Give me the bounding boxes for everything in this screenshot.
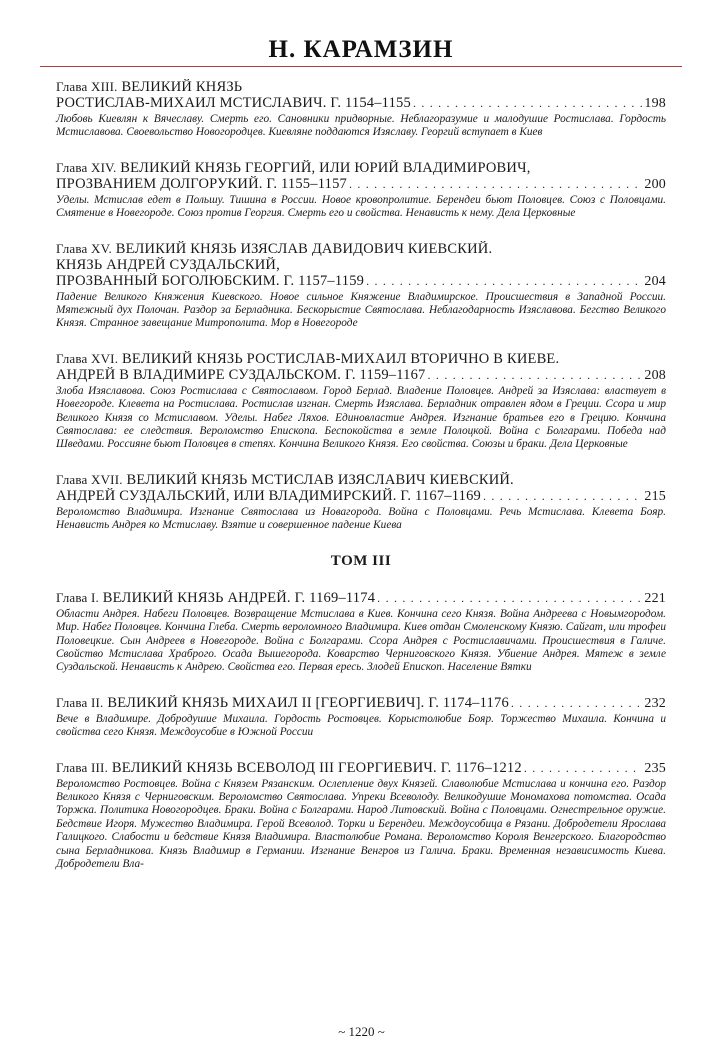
chapter-title-text: ВЕЛИКИЙ КНЯЗЬ ГЕОРГИЙ, ИЛИ ЮРИЙ ВЛАДИМИРОВИЧ, bbox=[120, 159, 531, 176]
chapter-summary: Вече в Владимире. Добродушие Михаила. Гордость Ростовцев. Корыстолюбие Бояр. Торжество Михаила. Кончина и свойства сего Князя. Междоусобие в Южной России bbox=[56, 712, 666, 739]
chapter-title-line bbox=[56, 176, 666, 193]
chapter-number: Глава XVII. bbox=[56, 471, 123, 487]
dot-leader bbox=[349, 176, 642, 192]
toc-entry[interactable] bbox=[56, 160, 666, 221]
dot-leader bbox=[524, 760, 643, 776]
page-ref: 232 bbox=[644, 695, 666, 711]
chapter-number: Глава XVI. bbox=[56, 350, 119, 366]
chapter-title-line bbox=[56, 273, 666, 290]
chapter-title-text: ПРОЗВАНИЕМ ДОЛГОРУКИЙ. Г. 1155–1157 bbox=[56, 175, 347, 192]
chapter-title-text: ВЕЛИКИЙ КНЯЗЬ ВСЕВОЛОД III ГЕОРГИЕВИЧ. Г. 1176–1212 bbox=[111, 759, 522, 776]
contents-list-vol2 bbox=[56, 79, 666, 533]
toc-entry[interactable] bbox=[56, 760, 666, 872]
chapter-title-line bbox=[56, 590, 666, 607]
chapter-title-text: РОСТИСЛАВ-МИХАИЛ МСТИСЛАВИЧ. Г. 1154–1155 bbox=[56, 95, 411, 111]
chapter-title bbox=[56, 241, 666, 290]
chapter-number: Глава II. bbox=[56, 694, 104, 710]
chapter-summary: Падение Великого Княжения Киевского. Новое сильное Княжение Владимирское. Происшествия в Западной России. Мятежный дух Полочан. Раздор за Берладника. Бескорыстие Святослава. Неблагодарность Изяславова. Бегство Великого Князя. Странное завещание Митрополита. Мор в Новегороде bbox=[56, 290, 666, 330]
page-ref: 235 bbox=[644, 760, 666, 776]
chapter-number: Глава XV. bbox=[56, 240, 112, 256]
chapter-title-text: ВЕЛИКИЙ КНЯЗЬ МИХАИЛ II [ГЕОРГИЕВИЧ]. Г. 1174–1176 bbox=[107, 694, 509, 711]
toc-entry[interactable] bbox=[56, 695, 666, 740]
toc-entry[interactable] bbox=[56, 351, 666, 452]
chapter-title bbox=[56, 160, 666, 193]
page-number: ~ 1220 ~ bbox=[338, 1024, 385, 1039]
page-ref: 200 bbox=[644, 176, 666, 192]
dot-leader bbox=[413, 95, 642, 111]
chapter-title-text: АНДРЕЙ СУЗДАЛЬСКИЙ, ИЛИ ВЛАДИМИРСКИЙ. Г. 1167–1169 bbox=[56, 487, 481, 504]
chapter-summary: Вероломство Ростовцев. Война с Князем Рязанским. Ослепление двух Князей. Славолюбие Мстислава и кончина его. Раздор Великого Князя с Черниговским. Вероломство Святослава. Упреки Всеволоду. Великодушие Мономахова потомства. Осада Торжка. Политика Новогородцев. Браки. Война с Болгарами. Народ Литовский. Война с Половцами. Огнестрельное оружие. Бедствие Игоря. Мужество Владимира. Герой Всеволод. Торки и Берендеи. Междоусобица в Рязани. Добродетели Ярослава Галицкого. Слабости и бедствие Князя Владимира. Властолюбие Романа. Вероломство Короля Венгерского. Благородство сына Берладникова. Князь Владимир в Германии. Изгнание Венгров из Галича. Браки. Временная независимость Киева. Добродетели Вла- bbox=[56, 777, 666, 870]
chapter-summary: Уделы. Мстислав едет в Польшу. Тишина в России. Новое кровопролитие. Берендеи бьют Половцев. Союз с Половцами. Смятение в Новегороде. Союз против Георгия. Смерть его и свойства. Ненависть к нему. Дела Церковные bbox=[56, 193, 666, 220]
volume-heading: ТОМ III bbox=[330, 552, 392, 569]
page-ref: 215 bbox=[644, 488, 666, 504]
chapter-title bbox=[56, 351, 666, 384]
chapter-summary: Области Андрея. Набеги Половцев. Возвращение Мстислава в Киев. Кончина сего Князя. Война Андреева с Новымгородом. Мир. Набег Половцев. Кончина Глеба. Смерть вероломного Владимира. Киев отдан Смоленскому Князю. Сайгат, или трофеи Половецкие. Сын Андреев в Новегороде. Война с Болгарами. Ссора Андрея с Ростиславичами. Происшествия в Галиче. Свойство Мстислава Храброго. Осада Вышегорода. Коварство Черниговского Князя. Убиение Андрея. Мятеж в земле Суздальской. Ненависть к Андрею. Свойства его. Первая ересь. Злодей Епископ. Население Вятки bbox=[56, 607, 666, 674]
chapter-number: Глава III. bbox=[56, 759, 109, 775]
chapter-title bbox=[56, 472, 666, 505]
toc-entry[interactable] bbox=[56, 79, 666, 140]
chapter-title-line bbox=[56, 95, 666, 112]
page bbox=[56, 36, 666, 891]
chapter-summary: Вероломство Владимира. Изгнание Святослава из Новагорода. Война с Половцами. Речь Мстислава. Клевета Бояр. Ненависть Андрея ко Мстиславу. Взятие и совершенное падение Киева bbox=[56, 505, 666, 532]
chapter-number: Глава I. bbox=[56, 589, 99, 605]
dot-leader bbox=[428, 367, 643, 383]
chapter-title-line bbox=[56, 488, 666, 505]
chapter-title-text: ВЕЛИКИЙ КНЯЗЬ ИЗЯСЛАВ ДАВИДОВИЧ КИЕВСКИЙ. bbox=[115, 240, 493, 257]
chapter-title-text: ВЕЛИКИЙ КНЯЗЬ АНДРЕЙ. Г. 1169–1174 bbox=[102, 589, 376, 606]
chapter-summary: Любовь Киевлян к Вячеславу. Смерть его. Сановники придворные. Неблагоразумие и малодушие Ростислава. Гордость Мстиславова. Своевольство Новогородцев. Киевляне поддаются Изяславу. Георгий вступает в Киев bbox=[56, 113, 666, 139]
running-header: Н. КАРАМЗИН bbox=[40, 36, 682, 67]
page-ref: 204 bbox=[644, 273, 666, 289]
chapter-title-line bbox=[56, 257, 666, 273]
chapter-title-line bbox=[56, 760, 666, 777]
chapter-number: Глава XIV. bbox=[56, 159, 117, 175]
chapter-title-line bbox=[56, 367, 666, 384]
dot-leader bbox=[483, 488, 642, 504]
chapter-summary: Злоба Изяславова. Союз Ростислава с Святославом. Город Берлад. Владение Половцев. Андрей за Изяслава: властвует в Новегороде. Клевета на Ростислава. Ростислав изгнан. Смерть Изяслава. Берладник отравлен ядом в Греции. Ссора и мир Великого Князя со Мстиславом. Уделы. Набег Ляхов. Единовластие Андрея. Изгнание братьев его в Грецию. Кончина Святослава: ее следствия. Вероломство Епископа. Беспокойства в земле Полоцкой. Война с Болгарами. Победа над Шведами. Россияне бьют Половцев в степях. Кончина Великого Князя. Его свойства. Союзы и браки. Дела Церковные bbox=[56, 384, 666, 451]
toc-entry[interactable] bbox=[56, 590, 666, 675]
chapter-title-line bbox=[56, 351, 666, 367]
chapter-title-text: ВЕЛИКИЙ КНЯЗЬ РОСТИСЛАВ-МИХАИЛ ВТОРИЧНО В КИЕВЕ. bbox=[121, 350, 560, 367]
chapter-title-text: ВЕЛИКИЙ КНЯЗЬ МСТИСЛАВ ИЗЯСЛАВИЧ КИЕВСКИЙ. bbox=[126, 471, 514, 488]
chapter-title-text: ПРОЗВАННЫЙ БОГОЛЮБСКИМ. Г. 1157–1159 bbox=[56, 272, 365, 289]
page-ref: 198 bbox=[644, 96, 666, 111]
chapter-title bbox=[56, 79, 666, 112]
dot-leader bbox=[377, 590, 642, 606]
chapter-number: Глава XIII. bbox=[56, 79, 118, 94]
chapter-title bbox=[56, 695, 666, 712]
contents-list-vol3 bbox=[56, 590, 666, 872]
chapter-title-line bbox=[56, 79, 666, 95]
dot-leader bbox=[366, 273, 642, 289]
chapter-title-line bbox=[56, 241, 666, 257]
chapter-title-text: КНЯЗЬ АНДРЕЙ СУЗДАЛЬСКИЙ, bbox=[56, 256, 280, 273]
chapter-title bbox=[56, 590, 666, 607]
chapter-title bbox=[56, 760, 666, 777]
chapter-title-line bbox=[56, 695, 666, 712]
page-ref: 208 bbox=[644, 367, 666, 383]
chapter-title-line bbox=[56, 472, 666, 488]
page-ref: 221 bbox=[644, 590, 666, 606]
dot-leader bbox=[511, 695, 642, 711]
chapter-title-text: АНДРЕЙ В ВЛАДИМИРЕ СУЗДАЛЬСКОМ. Г. 1159–1167 bbox=[56, 366, 426, 383]
chapter-title-line bbox=[56, 160, 666, 176]
toc-entry[interactable] bbox=[56, 472, 666, 533]
chapter-title-text: ВЕЛИКИЙ КНЯЗЬ bbox=[121, 79, 243, 95]
toc-entry[interactable] bbox=[56, 241, 666, 331]
